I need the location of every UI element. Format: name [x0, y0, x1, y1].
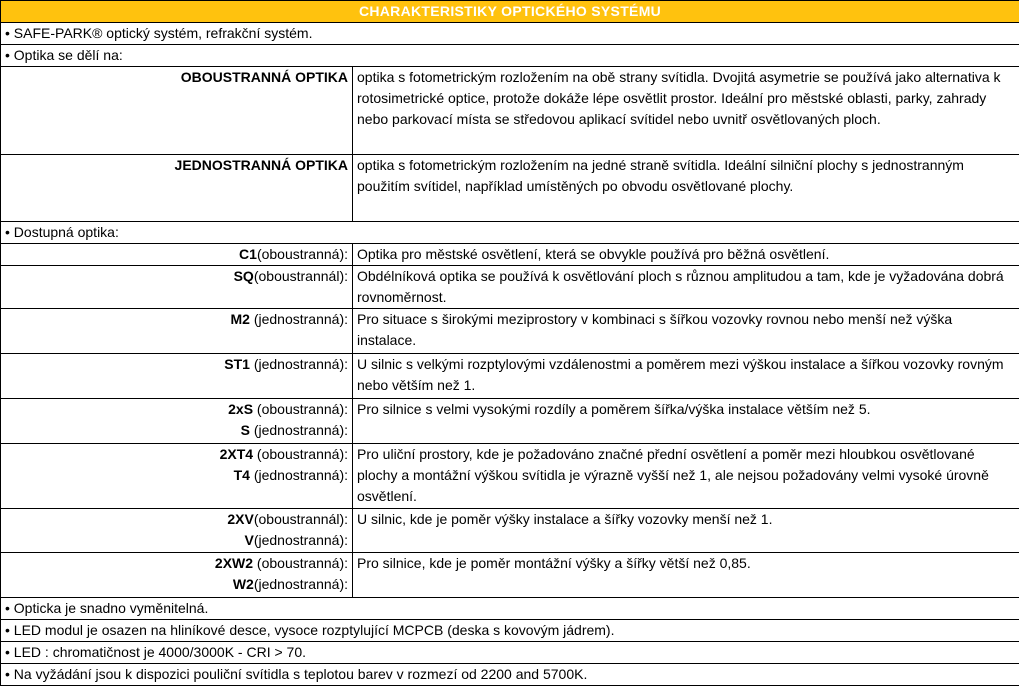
optic-label-cell: [1, 266, 353, 309]
optic-label-cell: [1, 309, 353, 354]
bullet-na-vyzadani: • Na vyžádání jsou k dispozici pouliční svítidla s teplotou barev v rozmezí od 2200 and 5700K.: [1, 664, 1019, 686]
intro-bullet-row: [1, 23, 1019, 45]
bullet-led-modul: • LED modul je osazen na hliníkové desce, vysoce rozptylující MCPCB (deska s kovovým jádrem).: [1, 620, 1019, 642]
bullet-dostupna-optika: • Dostupná optika:: [1, 222, 1019, 244]
optic-row-2xw2-w2: [1, 553, 1019, 598]
optic-row-m2: [1, 309, 1019, 354]
optic-code-line: [5, 399, 348, 420]
optic-type-desc: optika s fotometrickým rozložením na obě strany svítidla. Dvojitá asymetrie se používá jako alternativa k rotosimetrické optice, protože dokáže lépe osvětlit prostor. Ideální pro městské oblasti, parky, zahrady nebo parkovací místa se středovou aplikací svítidel nebo uvnitř osvětlovaných ploch.: [353, 67, 1019, 155]
optic-label-cell: [1, 509, 353, 553]
optic-desc: Obdélníková optika se používá k osvětlování ploch s různou amplitudou a tam, kde je vyžadována dobrá rovnoměrnost.: [353, 266, 1019, 309]
optic-code: 2xS: [228, 401, 253, 417]
optic-row-2xt4-t4: [1, 444, 1019, 509]
optic-desc: Pro uliční prostory, kde je požadováno značné přední osvětlení a poměr mezi hloubkou osvětlované plochy a montážní výškou svítidla je výrazně vyšší než 1, ale nejsou požadovány velmi vysoké úrovně osvětlení.: [353, 444, 1019, 509]
optic-label-cell: [1, 354, 353, 399]
optic-type-label: JEDNOSTRANNÁ OPTIKA: [1, 155, 353, 222]
optic-code-line: [5, 420, 348, 441]
optic-row-2xs-s: [1, 399, 1019, 444]
footer-bullet-row: [1, 642, 1019, 664]
bullet-optika-deli: • Optika se dělí na:: [1, 45, 1019, 67]
optic-code-line: [5, 266, 348, 287]
optic-code: M2: [230, 311, 249, 327]
optic-code: ST1: [224, 356, 250, 372]
optic-label-cell: [1, 244, 353, 266]
optic-code-suffix: (oboustranná):: [253, 446, 348, 462]
optic-desc: U silnic, kde je poměr výšky instalace a šířky vozovky menší než 1.: [353, 509, 1019, 553]
optic-row-c1: [1, 244, 1019, 266]
optic-label-cell: [1, 399, 353, 444]
optic-code-suffix: (jednostranná):: [254, 576, 348, 592]
optic-code-suffix: (oboustrannál):: [254, 511, 348, 527]
page-title: CHARAKTERISTIKY OPTICKÉHO SYSTÉMU: [1, 1, 1019, 23]
optic-code-suffix: (jednostranná):: [250, 356, 348, 372]
optic-code: W2: [233, 576, 254, 592]
bullet-vymenitelna: • Opticka je snadno vyměnitelná.: [1, 598, 1019, 620]
optic-code-line: [5, 444, 348, 465]
optic-type-label: OBOUSTRANNÁ OPTIKA: [1, 67, 353, 155]
intro-bullet-row: [1, 45, 1019, 67]
optic-type-row-oboustranna: [1, 67, 1019, 155]
optic-code-suffix: (oboustranná):: [257, 246, 348, 262]
optic-code-line: [5, 530, 348, 551]
optic-row-sq: [1, 266, 1019, 309]
optic-desc: U silnic s velkými rozptylovými vzdálenostmi a poměrem mezi výškou instalace a šířkou vozovky rovným nebo větším než 1.: [353, 354, 1019, 399]
optic-label-cell: [1, 444, 353, 509]
optic-row-st1: [1, 354, 1019, 399]
optic-code-line: [5, 553, 348, 574]
available-optics-heading-row: [1, 222, 1019, 244]
footer-bullet-row: [1, 664, 1019, 686]
optic-code: V: [244, 532, 253, 548]
optic-row-2xv-v: [1, 509, 1019, 553]
optic-code: 2XV: [227, 511, 253, 527]
optic-code-line: [5, 574, 348, 595]
optic-code: 2XW2: [215, 555, 253, 571]
optic-code-line: [5, 465, 348, 486]
bullet-safe-park: • SAFE-PARK® optický systém, refrakční systém.: [1, 23, 1019, 45]
optic-type-desc: optika s fotometrickým rozložením na jedné straně svítidla. Ideální silniční plochy s jednostranným použitím svítidel, například umístěných po obvodu osvětlované plochy.: [353, 155, 1019, 222]
optic-code-suffix: (jednostranná):: [250, 467, 348, 483]
optic-code: SQ: [234, 268, 254, 284]
optic-desc: Pro situace s širokými meziprostory v kombinaci s šířkou vozovky rovnou nebo menší než výška instalace.: [353, 309, 1019, 354]
optic-code-suffix: (oboustranná):: [253, 401, 348, 417]
optic-label-cell: [1, 553, 353, 598]
optic-code-suffix: (jednostranná):: [254, 532, 348, 548]
optic-code: S: [241, 422, 250, 438]
optic-code: C1: [239, 246, 257, 262]
optic-code-suffix: (oboustrannál):: [254, 268, 348, 284]
footer-bullet-row: [1, 620, 1019, 642]
optic-code-line: [5, 354, 348, 375]
optic-code-suffix: (jednostranná):: [250, 311, 348, 327]
table-header-row: [1, 1, 1019, 23]
bullet-led-chromaticnost: • LED : chromatičnost je 4000/3000K - CRI > 70.: [1, 642, 1019, 664]
optic-code-line: [5, 244, 348, 265]
optic-code-line: [5, 309, 348, 330]
optic-code: 2XT4: [220, 446, 253, 462]
optic-desc: Pro silnice s velmi vysokými rozdíly a poměrem šířka/výška instalace větším než 5.: [353, 399, 1019, 444]
optic-code: T4: [234, 467, 250, 483]
optic-type-row-jednostranna: [1, 155, 1019, 222]
optic-desc: Pro silnice, kde je poměr montážní výšky a šířky větší než 0,85.: [353, 553, 1019, 598]
optic-desc: Optika pro městské osvětlení, která se obvykle používá pro běžná osvětlení.: [353, 244, 1019, 266]
optic-code-line: [5, 509, 348, 530]
optic-code-suffix: (jednostranná):: [250, 422, 348, 438]
footer-bullet-row: [1, 598, 1019, 620]
optic-code-suffix: (oboustranná):: [253, 555, 348, 571]
